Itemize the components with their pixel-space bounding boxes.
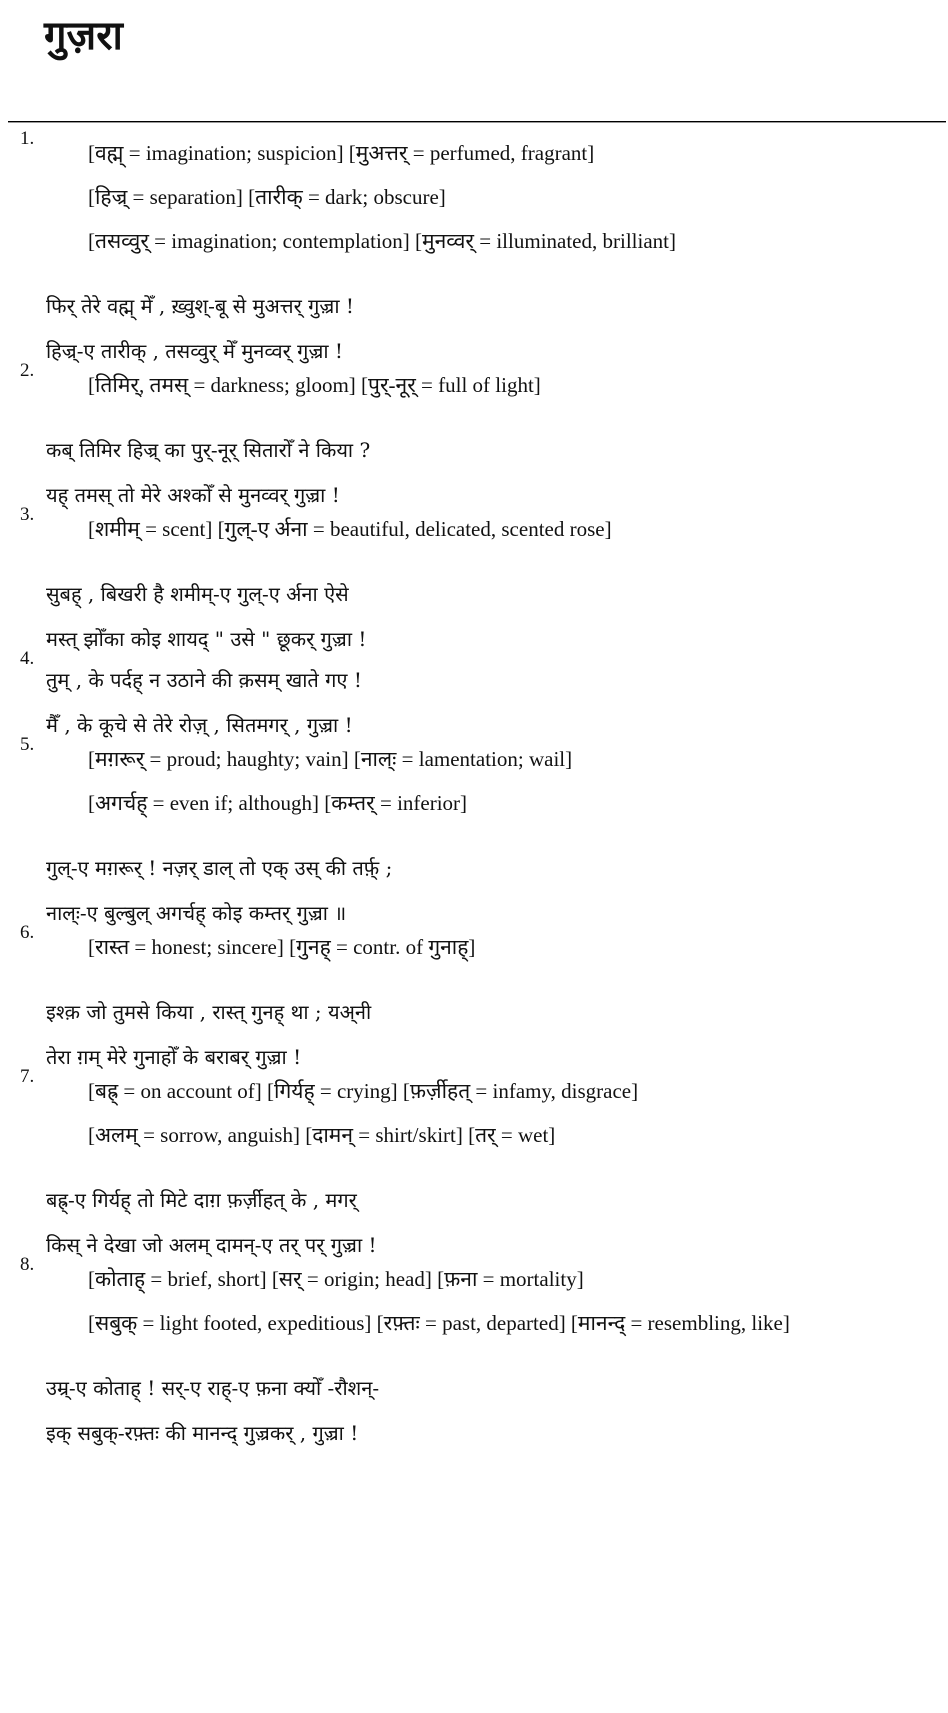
verse-line: मैँ , के कूचे से तेरे रोज़् , सितमगर् , गुज़्रा ! [46, 713, 353, 737]
stanza-spacer [0, 1350, 948, 1364]
gloss-line: [मग़रूर् = proud; haughty; vain] [नाल्ः = lamentation; wail] [88, 747, 573, 771]
verse-line: हिज्र्-ए तारीक् , तसव्वुर् मेँ मुनव्वर् गुज़्रा ! [46, 339, 343, 363]
verse-line: कब् तिमिर हिज्र् का पुर्-नूर् सितारोँ ने किया ? [46, 438, 371, 462]
stanza-spacer [0, 556, 948, 570]
stanza-number: 5. [20, 734, 35, 755]
verse-line: नाल्ः-ए बुल्बुल् अगर्चह् कोइ कम्तर् गुज़्रा ॥ [46, 901, 347, 925]
stanza-number: 1. [20, 128, 35, 149]
stanza [0, 734, 948, 934]
verse-line: तेरा ग़म् मेरे गुनाहोँ के बराबर् गुज़्रा ! [46, 1045, 302, 1069]
gloss-line: [अगर्चह् = even if; although] [कम्तर् = inferior] [88, 791, 468, 815]
stanza-spacer [0, 268, 948, 282]
gloss-line: [सबुक् = light footed, expeditious] [रफ़्तः = past, departed] [मानन्द् = resembling, like] [88, 1311, 790, 1335]
gloss-line: [तिमिर्, तमस् = darkness; gloom] [पुर्-नूर् = full of light] [88, 373, 541, 397]
stanza-number: 6. [20, 922, 35, 943]
stanza [0, 128, 948, 372]
title-divider [8, 121, 946, 123]
gloss-line: [हिज्र् = separation] [तारीक् = dark; obscure] [88, 185, 446, 209]
stanza [0, 1066, 948, 1266]
stanza-spacer [0, 1162, 948, 1176]
stanza [0, 504, 948, 660]
stanza-spacer [0, 830, 948, 844]
stanza-spacer [0, 974, 948, 988]
gloss-line: [बह्र् = on account of] [गिर्यह् = crying] [फ़र्ज़ीहत् = infamy, disgrace] [88, 1079, 639, 1103]
stanza-number: 7. [20, 1066, 35, 1087]
verse-line: उम्र्-ए कोताह् ! सर्-ए राह्-ए फ़ना क्योँ -रौशन्- [46, 1376, 380, 1400]
verse-line: बह्र्-ए गिर्यह् तो मिटे दाग़ फ़र्ज़ीहत् के , मगर् [46, 1188, 357, 1212]
stanza-list [0, 128, 948, 1454]
verse-line: यह् तमस् तो मेरे अश्कोँ से मुनव्वर् गुज़्रा ! [46, 483, 340, 507]
stanza-number: 4. [20, 648, 35, 669]
gloss-line: [वह्म् = imagination; suspicion] [मुअत्तर् = perfumed, fragrant] [88, 141, 595, 165]
stanza-number: 3. [20, 504, 35, 525]
stanza [0, 648, 948, 746]
gloss-line: [कोताह् = brief, short] [सर् = origin; head] [फ़ना = mortality] [88, 1267, 584, 1291]
verse-line: फिर् तेरे वह्म् मेँ , ख़्वुश्-बू से मुअत्तर् गुज़्रा ! [46, 294, 354, 318]
verse-line: इक् सबुक्-रफ़्तः की मानन्द् गुज़्रकर् , गुज़्रा ! [46, 1421, 359, 1445]
verse-line: इश्क़ जो तुमसे किया , रास्त् गुनह् था ; यअ्नी [46, 1000, 372, 1024]
gloss-line: [अलम् = sorrow, anguish] [दामन् = shirt/skirt] [तर् = wet] [88, 1123, 556, 1147]
gloss-line: [रास्त = honest; sincere] [गुनह् = contr. of गुनाह्] [88, 935, 476, 959]
verse-line: तुम् , के पर्दह् न उठाने की क़सम् खाते गए ! [46, 668, 362, 692]
verse-line: किस् ने देखा जो अलम् दामन्-ए तर् पर् गुज़्रा ! [46, 1233, 377, 1257]
stanza-number: 2. [20, 360, 35, 381]
stanza [0, 1254, 948, 1454]
verse-line: गुल्-ए मग़रूर् ! नज़र् डाल् तो एक् उस् की तर्फ़् ; [46, 856, 393, 880]
stanza-number: 8. [20, 1254, 35, 1275]
gloss-line: [शमीम् = scent] [गुल्-ए र्अना = beautiful, delicated, scented rose] [88, 517, 612, 541]
stanza [0, 360, 948, 516]
verse-line: मस्त् झोँका कोइ शायद् " उसे " छूकर् गुज़्रा ! [46, 627, 367, 651]
stanza [0, 922, 948, 1078]
gloss-line: [तसव्वुर् = imagination; contemplation] [मुनव्वर् = illuminated, brilliant] [88, 229, 676, 253]
verse-line: सुबह् , बिखरी है शमीम्-ए गुल्-ए र्अना ऐसे [46, 582, 349, 606]
page-title: गुज़रा [44, 12, 123, 59]
stanza-spacer [0, 412, 948, 426]
